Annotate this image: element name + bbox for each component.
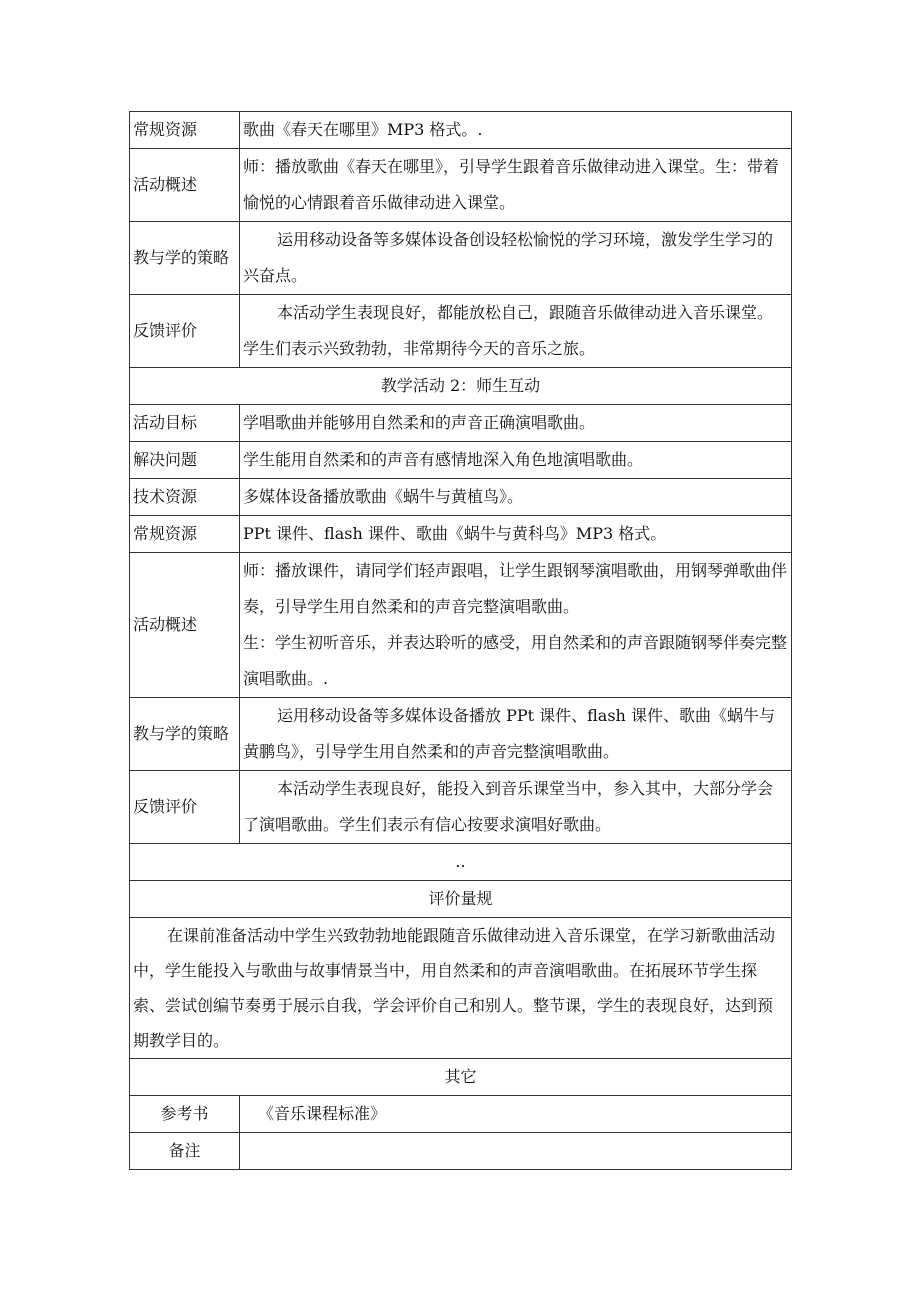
row-label: 常规资源 xyxy=(130,516,240,553)
reference-label: 参考书 xyxy=(130,1096,240,1133)
row-label: 教与学的策略 xyxy=(130,698,240,771)
row-value: 多媒体设备播放歌曲《蜗牛与黄植鸟》。 xyxy=(240,479,792,516)
row-label: 活动概述 xyxy=(130,553,240,698)
table-row xyxy=(130,112,792,149)
table-row xyxy=(130,553,792,698)
table-row xyxy=(130,222,792,295)
table-row xyxy=(130,1096,792,1133)
row-value: 运用移动设备等多媒体设备创设轻松愉悦的学习环境，激发学生学习的兴奋点。 xyxy=(240,222,792,295)
lesson-plan-table xyxy=(129,111,792,1170)
teacher-paragraph: 师：播放课件，请同学们轻声跟唱，让学生跟钢琴演唱歌曲，用钢琴弹歌曲伴奏，引导学生用自然柔和的声音完整演唱歌曲。 xyxy=(243,561,788,616)
row-label: 技术资源 xyxy=(130,479,240,516)
row-value: 师：播放歌曲《春天在哪里》，引导学生跟着音乐做律动进入课堂。生：带着愉悦的心情跟着音乐做律动进入课堂。 xyxy=(240,149,792,222)
table-row xyxy=(130,698,792,771)
row-label: 常规资源 xyxy=(130,112,240,149)
table-row xyxy=(130,516,792,553)
table-row xyxy=(130,844,792,881)
row-value xyxy=(240,553,792,698)
table-row xyxy=(130,771,792,844)
separator-dots: .. xyxy=(130,844,792,881)
row-value: 本活动学生表现良好，能投入到音乐课堂当中，参入其中，大部分学会了演唱歌曲。学生们表示有信心按要求演唱好歌曲。 xyxy=(240,771,792,844)
table-row xyxy=(130,1059,792,1096)
row-value: PPt 课件、flash 课件、歌曲《蜗牛与黄科鸟》MP3 格式。 xyxy=(240,516,792,553)
table-row xyxy=(130,149,792,222)
activity-title: 教学活动 2：师生互动 xyxy=(130,368,792,405)
row-value: 学唱歌曲并能够用自然柔和的声音正确演唱歌曲。 xyxy=(240,405,792,442)
reference-value: 《音乐课程标准》 xyxy=(240,1096,792,1133)
row-value: 学生能用自然柔和的声音有感情地深入角色地演唱歌曲。 xyxy=(240,442,792,479)
table-row xyxy=(130,479,792,516)
row-label: 解决问题 xyxy=(130,442,240,479)
row-label: 活动概述 xyxy=(130,149,240,222)
table-row xyxy=(130,1133,792,1170)
student-paragraph: 生：学生初听音乐，并表达聆听的感受，用自然柔和的声音跟随钢琴伴奏完整演唱歌曲。. xyxy=(243,633,788,688)
remark-value xyxy=(240,1133,792,1170)
row-value: 歌曲《春天在哪里》MP3 格式。. xyxy=(240,112,792,149)
table-row xyxy=(130,442,792,479)
evaluation-text: 在课前准备活动中学生兴致勃勃地能跟随音乐做律动进入音乐课堂，在学习新歌曲活动中，学生能投入与歌曲与故事情景当中，用自然柔和的声音演唱歌曲。在拓展环节学生探索、尝试创编节奏勇于展示自我，学会评价自己和别人。整节课，学生的表现良好，达到预期教学目的。 xyxy=(130,918,792,1059)
table-row xyxy=(130,881,792,918)
row-value: 运用移动设备等多媒体设备播放 PPt 课件、flash 课件、歌曲《蜗牛与黄鹏鸟》，引导学生用自然柔和的声音完整演唱歌曲。 xyxy=(240,698,792,771)
row-label: 教与学的策略 xyxy=(130,222,240,295)
evaluation-title: 评价量规 xyxy=(130,881,792,918)
row-label: 活动目标 xyxy=(130,405,240,442)
row-label: 反馈评价 xyxy=(130,295,240,368)
table-row xyxy=(130,918,792,1059)
remark-label: 备注 xyxy=(130,1133,240,1170)
table-row xyxy=(130,368,792,405)
row-label: 反馈评价 xyxy=(130,771,240,844)
table-row xyxy=(130,405,792,442)
table-row xyxy=(130,295,792,368)
other-title: 其它 xyxy=(130,1059,792,1096)
row-value: 本活动学生表现良好，都能放松自己，跟随音乐做律动进入音乐课堂。学生们表示兴致勃勃，非常期待今天的音乐之旅。 xyxy=(240,295,792,368)
